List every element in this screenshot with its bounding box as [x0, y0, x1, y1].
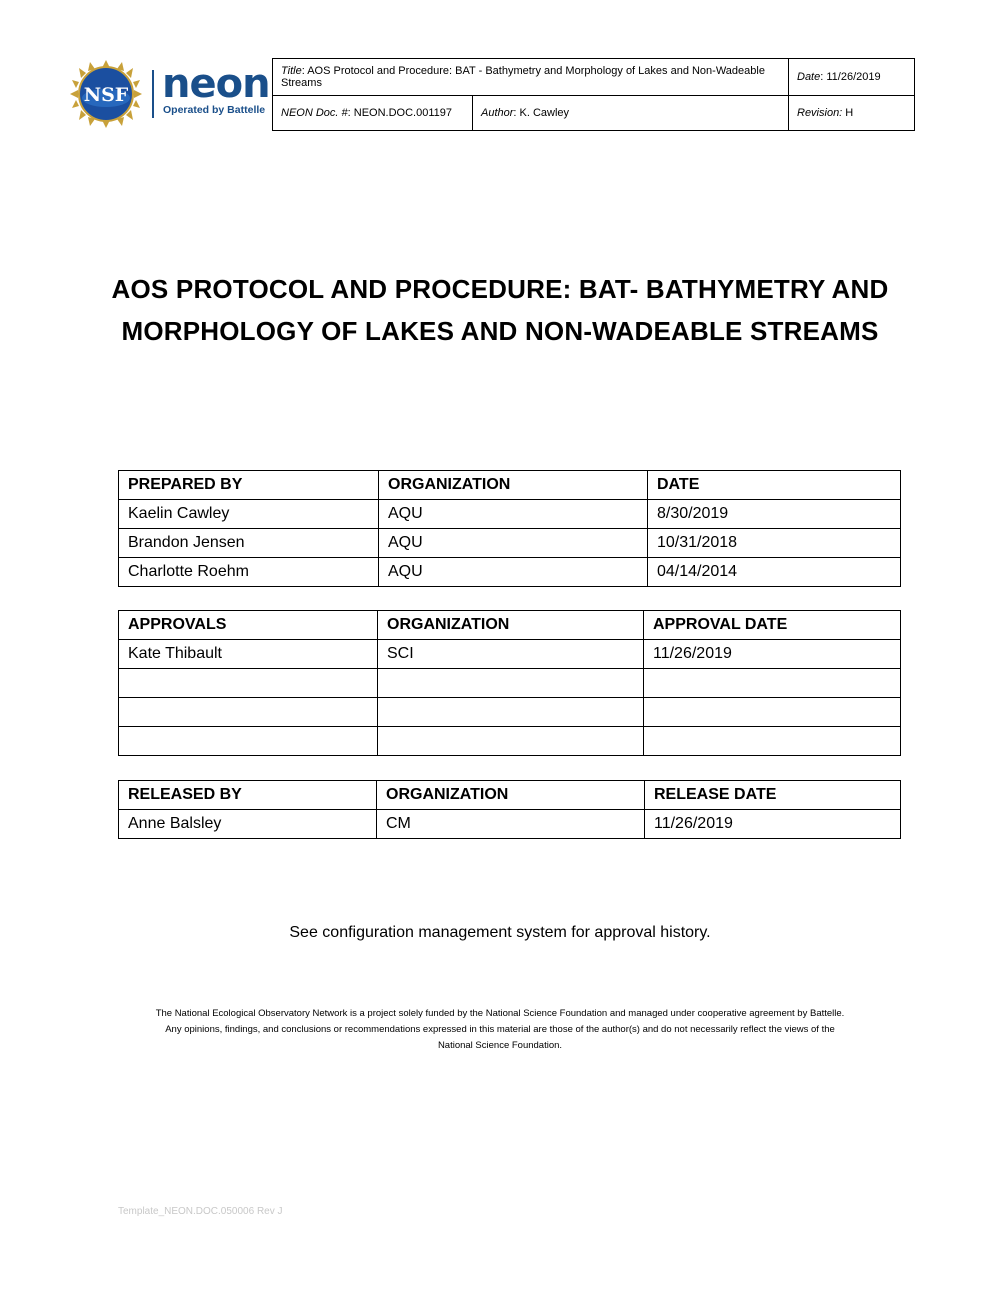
- table-row: Anne Balsley CM 11/26/2019: [119, 810, 901, 839]
- table-header-row: APPROVALS ORGANIZATION APPROVAL DATE: [119, 611, 901, 640]
- table-row: [119, 727, 901, 756]
- nsf-seal-icon: [66, 58, 146, 130]
- prepared-by-table: [118, 470, 901, 587]
- table-header-row: RELEASED BY ORGANIZATION RELEASE DATE: [119, 781, 901, 810]
- neon-wordmark: neon: [162, 61, 270, 107]
- released-by-table: [118, 780, 901, 839]
- table-row: Brandon Jensen AQU 10/31/2018: [119, 529, 901, 558]
- template-footer: Template_NEON.DOC.050006 Rev J: [118, 1206, 283, 1217]
- table-row: Kate Thibault SCI 11/26/2019: [119, 640, 901, 669]
- approvals-table: [118, 610, 901, 756]
- header-doc-number-cell: NEON Doc. #: NEON.DOC.001197: [273, 96, 473, 131]
- svg-text:NSF: NSF: [83, 84, 129, 106]
- header-revision-cell: Revision: H: [789, 96, 915, 131]
- header-author-cell: Author: K. Cawley: [473, 96, 789, 131]
- header-title-cell: Title: AOS Protocol and Procedure: BAT - Bathymetry and Morphology of Lakes and Non-Wadeable Streams: [273, 59, 789, 96]
- table-row: [119, 669, 901, 698]
- config-management-note: See configuration management system for approval history.: [289, 924, 711, 941]
- table-row: Kaelin Cawley AQU 8/30/2019: [119, 500, 901, 529]
- table-row: Charlotte Roehm AQU 04/14/2014: [119, 558, 901, 587]
- table-row: [119, 698, 901, 727]
- document-title: AOS PROTOCOL AND PROCEDURE: BAT- BATHYMETRY AND MORPHOLOGY OF LAKES AND NON-WADEABLE STREAMS: [111, 274, 889, 346]
- neon-logo: [66, 58, 272, 130]
- document-header-table: [272, 58, 915, 131]
- funding-disclaimer: The National Ecological Observatory Network is a project solely funded by the National Science Foundation and managed under cooperative agreement by Battelle. Any opinions, findings, and conclusions or recommendations expressed in this material are those of the author(s) and do not necessarily reflect the views of the National Science Foundation.: [155, 1008, 845, 1051]
- neon-subtitle: Operated by Battelle: [163, 104, 266, 116]
- logo-divider: [152, 70, 154, 118]
- header-date-cell: Date: 11/26/2019: [789, 59, 915, 96]
- table-header-row: PREPARED BY ORGANIZATION DATE: [119, 471, 901, 500]
